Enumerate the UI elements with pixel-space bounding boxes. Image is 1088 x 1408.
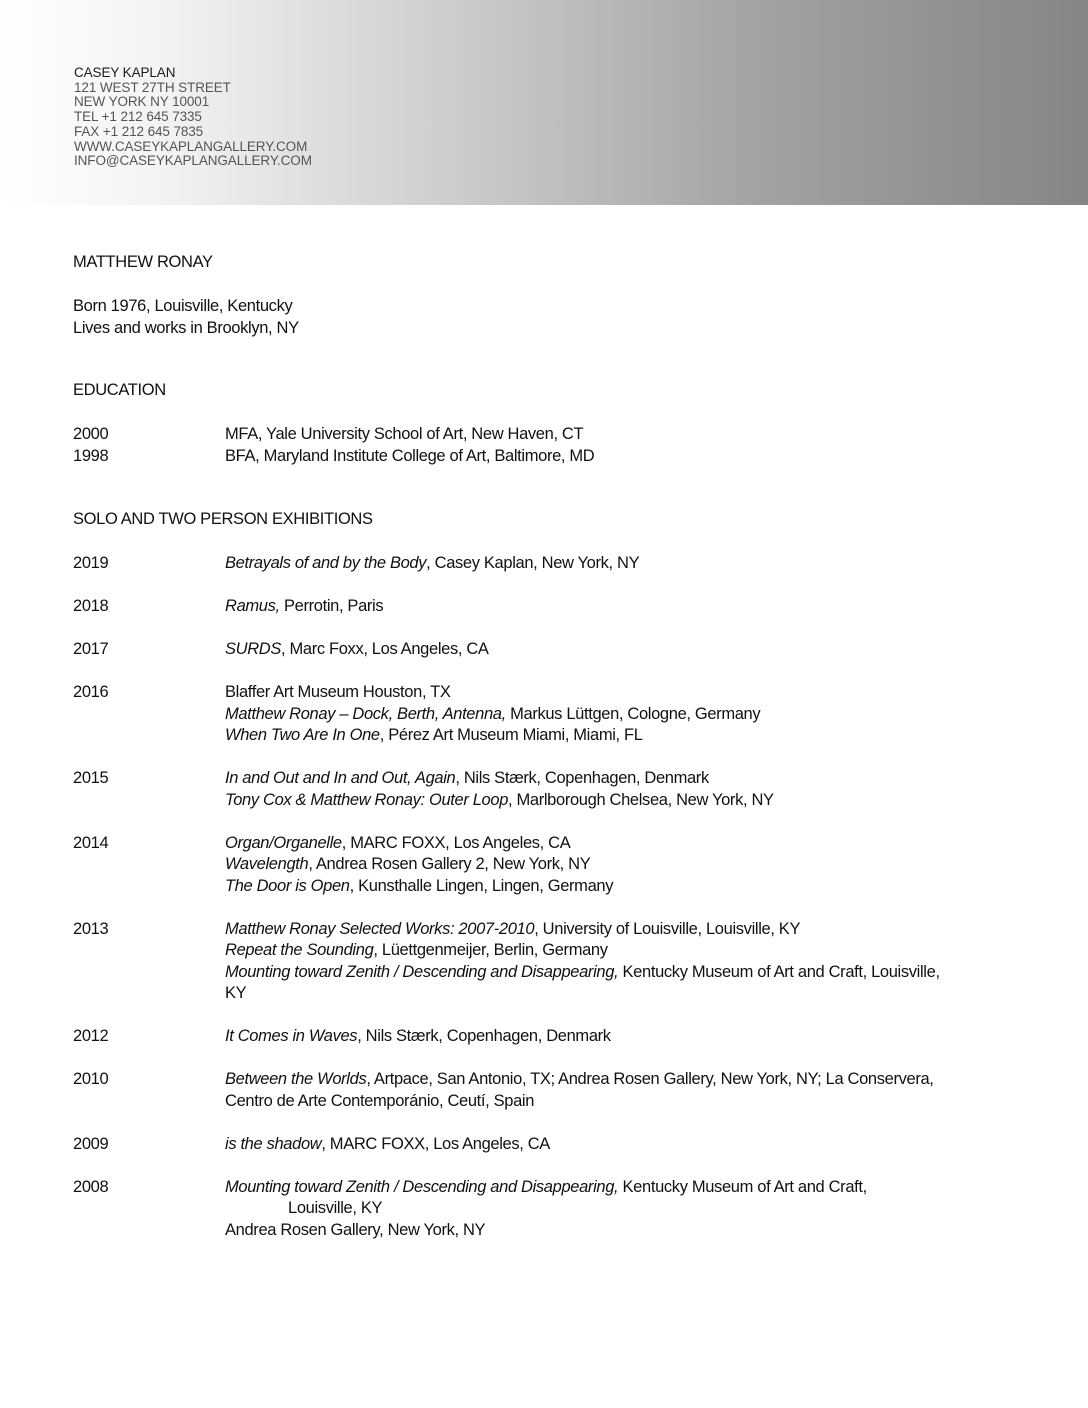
- exhibition-entries: [225, 682, 945, 747]
- exhibition-venue: , Casey Kaplan, New York, NY: [426, 554, 640, 572]
- exhibition-title: SURDS: [225, 640, 282, 658]
- exhibition-entry: [225, 682, 945, 704]
- exhibition-venue: Perrotin, Paris: [279, 597, 384, 615]
- exhibition-title: The Door is Open: [225, 876, 350, 895]
- exhibition-venue: Kentucky Museum of Art and Craft, Louisville, KY: [225, 962, 940, 1002]
- exhibition-entry: [225, 768, 945, 790]
- exhibition-entry: [225, 919, 945, 941]
- exhibition-entry: [225, 1069, 945, 1112]
- exhibition-entries: [225, 639, 945, 661]
- exhibition-year: 2016: [73, 683, 109, 701]
- exhibition-year-group: [73, 682, 945, 747]
- exhibition-entry: [225, 940, 945, 962]
- exhibition-entry: [225, 704, 945, 726]
- exhibition-entry: [225, 962, 945, 1005]
- gallery-telephone: TEL +1 212 645 7335: [74, 109, 202, 125]
- exhibition-title: Tony Cox & Matthew Ronay: Outer Loop: [225, 790, 509, 809]
- exhibition-year: 2013: [73, 919, 109, 938]
- gallery-contact-block: [74, 66, 312, 169]
- exhibition-venue: , Andrea Rosen Gallery 2, New York, NY: [308, 855, 591, 873]
- exhibition-entries: [225, 1134, 945, 1156]
- education-list: [73, 424, 945, 467]
- artist-name: MATTHEW RONAY: [73, 253, 213, 271]
- exhibition-year-group: [73, 1134, 945, 1156]
- exhibition-venue: Kentucky Museum of Art and Craft,: [618, 1177, 867, 1196]
- exhibitions-heading: SOLO AND TWO PERSON EXHIBITIONS: [73, 510, 373, 528]
- exhibition-entries: [225, 1069, 945, 1112]
- exhibition-title: When Two Are In One: [225, 726, 380, 744]
- exhibition-entry: [225, 1198, 945, 1220]
- exhibition-venue: , Marlborough Chelsea, New York, NY: [508, 790, 774, 809]
- exhibition-year-group: [73, 596, 945, 618]
- exhibition-venue: , Lüettgenmeijer, Berlin, Germany: [373, 941, 608, 959]
- exhibition-venue: , Kunsthalle Lingen, Lingen, Germany: [349, 876, 614, 895]
- exhibition-year-group: [73, 1026, 945, 1048]
- artist-bio: [73, 296, 299, 339]
- education-degree: BFA, Maryland Institute College of Art, Baltimore, MD: [225, 446, 595, 465]
- exhibition-title: Matthew Ronay – Dock, Berth, Antenna,: [225, 704, 506, 723]
- exhibition-venue: Louisville, KY: [288, 1199, 383, 1217]
- exhibition-year: 2014: [73, 833, 109, 852]
- exhibition-venue: , MARC FOXX, Los Angeles, CA: [341, 833, 571, 852]
- exhibition-title: It Comes in Waves: [225, 1027, 358, 1045]
- exhibition-entry: [225, 596, 945, 618]
- exhibition-year: 2018: [73, 597, 109, 615]
- gallery-website[interactable]: WWW.CASEYKAPLANGALLERY.COM: [74, 138, 308, 154]
- gallery-address-street: 121 WEST 27TH STREET: [74, 79, 231, 95]
- exhibition-entry: [225, 1134, 945, 1156]
- exhibition-entry: [225, 1220, 945, 1242]
- gallery-email[interactable]: INFO@CASEYKAPLANGALLERY.COM: [74, 153, 312, 169]
- artist-born: Born 1976, Louisville, Kentucky: [73, 297, 293, 315]
- exhibition-entries: [225, 1177, 945, 1242]
- exhibition-entry: [225, 553, 945, 575]
- exhibition-venue: , University of Louisville, Louisville, KY: [534, 919, 801, 938]
- exhibition-title: In and Out and In and Out, Again: [225, 769, 456, 787]
- exhibition-entries: [225, 553, 945, 575]
- education-year: 1998: [73, 446, 109, 465]
- exhibition-title: Ramus,: [225, 597, 280, 615]
- education-degree: MFA, Yale University School of Art, New Haven, CT: [225, 425, 584, 443]
- exhibition-year-group: [73, 1177, 945, 1242]
- exhibitions-list: [73, 553, 945, 1263]
- gallery-address-city: NEW YORK NY 10001: [74, 94, 210, 110]
- exhibition-title: Between the Worlds: [225, 1070, 367, 1088]
- education-row: [73, 424, 945, 446]
- exhibition-venue: , Artpace, San Antonio, TX; Andrea Rosen Gallery, New York, NY; La Conservera, Centro de Arte Contemporánio, Ceutí, Spain: [225, 1070, 934, 1110]
- exhibition-entry: [225, 833, 945, 855]
- exhibition-entries: [225, 919, 945, 1005]
- exhibition-venue: Andrea Rosen Gallery, New York, NY: [225, 1220, 486, 1239]
- exhibition-entries: [225, 1026, 945, 1048]
- exhibition-title: Wavelength: [225, 855, 309, 873]
- exhibition-entry: [225, 1177, 945, 1199]
- exhibition-title: Betrayals of and by the Body: [225, 554, 427, 572]
- exhibition-entry: [225, 790, 945, 812]
- exhibition-year: 2017: [73, 640, 109, 658]
- exhibition-year: 2010: [73, 1070, 109, 1088]
- exhibition-year: 2008: [73, 1177, 109, 1196]
- exhibition-entry: [225, 854, 945, 876]
- exhibition-venue: , Pérez Art Museum Miami, Miami, FL: [379, 726, 643, 744]
- education-row: [73, 446, 945, 468]
- exhibition-year-group: [73, 553, 945, 575]
- exhibition-year-group: [73, 833, 945, 898]
- exhibition-title: Mounting toward Zenith / Descending and Disappearing,: [225, 1177, 619, 1196]
- exhibition-year: 2009: [73, 1134, 109, 1153]
- exhibition-year-group: [73, 1069, 945, 1112]
- exhibition-title: Mounting toward Zenith / Descending and Disappearing,: [225, 962, 619, 981]
- exhibition-venue: Blaffer Art Museum Houston, TX: [225, 683, 451, 701]
- exhibition-title: Organ/Organelle: [225, 833, 342, 852]
- exhibition-venue: Markus Lüttgen, Cologne, Germany: [505, 704, 761, 723]
- gallery-fax: FAX +1 212 645 7835: [74, 123, 204, 139]
- exhibition-entry: [225, 1026, 945, 1048]
- exhibition-year: 2019: [73, 554, 109, 572]
- exhibition-entries: [225, 596, 945, 618]
- exhibition-venue: , Marc Foxx, Los Angeles, CA: [281, 640, 489, 658]
- exhibition-entry: [225, 639, 945, 661]
- exhibition-title: Matthew Ronay Selected Works: 2007-2010: [225, 919, 535, 938]
- exhibition-title: is the shadow: [225, 1134, 322, 1153]
- gallery-name: CASEY KAPLAN: [74, 65, 176, 80]
- exhibition-entries: [225, 833, 945, 898]
- exhibition-entries: [225, 768, 945, 811]
- exhibition-entry: [225, 725, 945, 747]
- exhibition-year-group: [73, 639, 945, 661]
- exhibition-year-group: [73, 768, 945, 811]
- exhibition-venue: , Nils Stærk, Copenhagen, Denmark: [357, 1027, 611, 1045]
- exhibition-year: 2015: [73, 769, 109, 787]
- education-heading: EDUCATION: [73, 381, 166, 399]
- exhibition-year-group: [73, 919, 945, 1005]
- artist-residence: Lives and works in Brooklyn, NY: [73, 318, 299, 337]
- exhibition-venue: , MARC FOXX, Los Angeles, CA: [321, 1134, 550, 1153]
- letterhead-banner: [0, 0, 1088, 205]
- education-year: 2000: [73, 425, 109, 443]
- exhibition-entry: [225, 876, 945, 898]
- exhibition-title: Repeat the Sounding: [225, 941, 374, 959]
- exhibition-year: 2012: [73, 1027, 109, 1045]
- exhibition-venue: , Nils Stærk, Copenhagen, Denmark: [455, 769, 709, 787]
